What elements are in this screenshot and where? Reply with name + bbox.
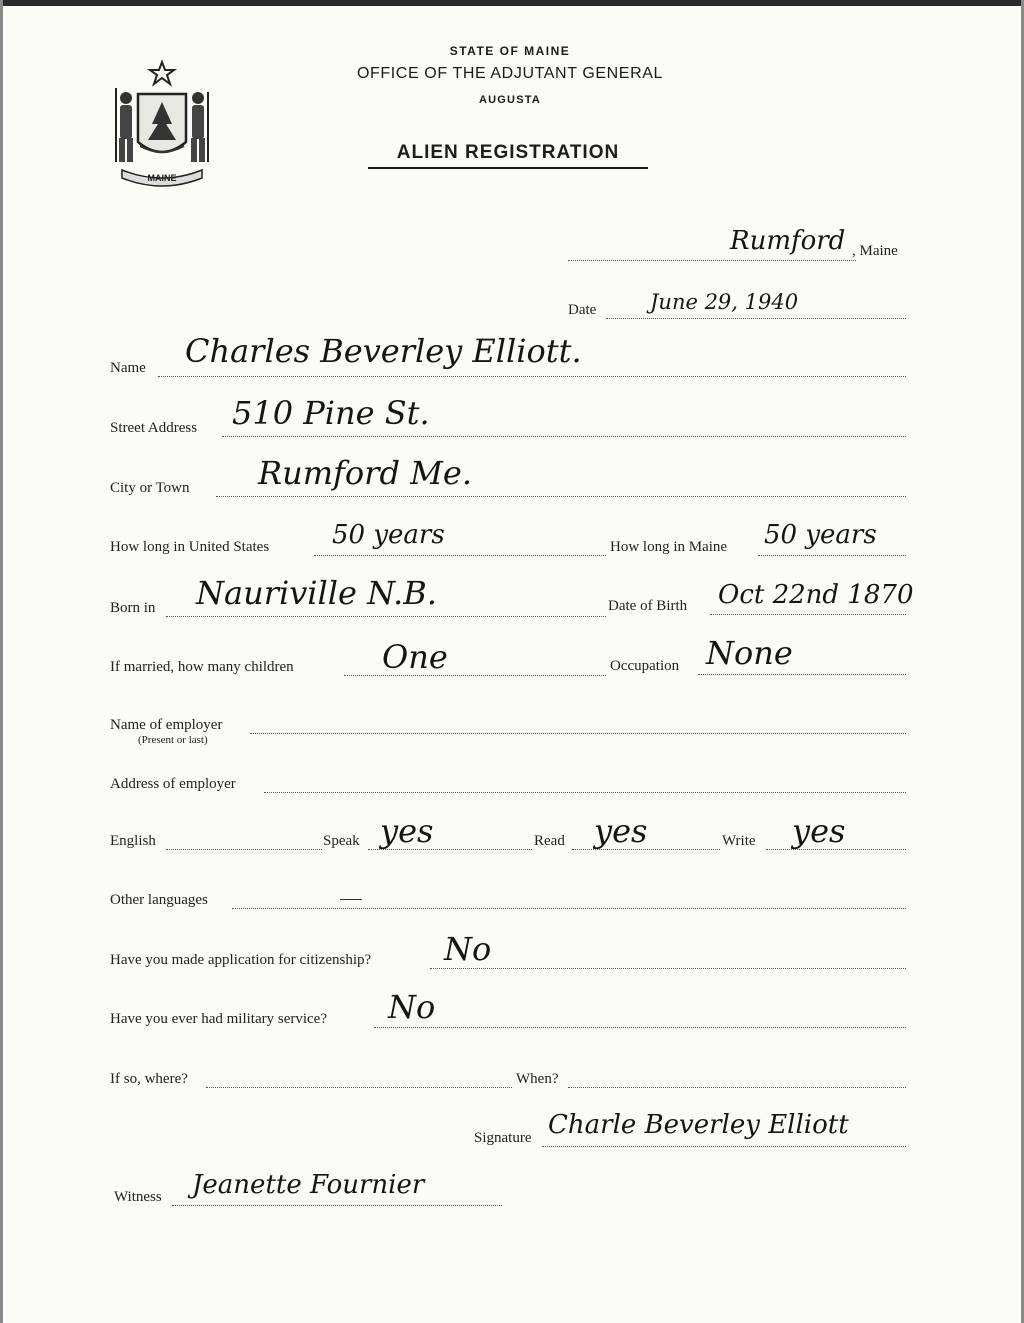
- other-languages-dash: [340, 899, 362, 900]
- street-address-handwriting: 510 Pine St.: [232, 394, 430, 432]
- signature-label: Signature: [474, 1130, 532, 1146]
- maine-state-seal: [108, 58, 216, 188]
- write-handwriting: yes: [792, 812, 846, 850]
- occupation-label: Occupation: [610, 658, 680, 674]
- street-address-label: Street Address: [110, 420, 198, 436]
- date-label: Date: [568, 302, 597, 318]
- military-label: Have you ever had military service?: [110, 1011, 327, 1027]
- when-line: [568, 1087, 906, 1088]
- military-handwriting: No: [388, 988, 436, 1026]
- when-label: When?: [516, 1071, 559, 1087]
- english-line: [166, 849, 322, 850]
- place-suffix: , Maine: [852, 243, 898, 259]
- born-in-line: [166, 616, 606, 617]
- city-heading: AUGUSTA: [479, 94, 541, 106]
- born-in-handwriting: Nauriville N.B.: [196, 574, 437, 612]
- state-heading: STATE OF MAINE: [449, 44, 571, 58]
- years-us-label: How long in United States: [110, 539, 270, 555]
- form-title: ALIEN REGISTRATION: [368, 142, 648, 169]
- witness-handwriting: Jeanette Fournier: [192, 1170, 425, 1200]
- military-line: [374, 1027, 906, 1028]
- citizenship-handwriting: No: [444, 930, 492, 968]
- where-line: [206, 1087, 512, 1088]
- city-handwriting: Rumford Me.: [258, 454, 472, 492]
- date-handwriting: June 29, 1940: [650, 290, 799, 314]
- years-us-line: [314, 555, 606, 556]
- where-label: If so, where?: [110, 1071, 188, 1087]
- name-line: [158, 376, 906, 377]
- write-label: Write: [722, 833, 756, 849]
- occupation-line: [698, 674, 906, 675]
- read-label: Read: [534, 833, 565, 849]
- place-line: [568, 260, 856, 261]
- read-handwriting: yes: [594, 812, 648, 850]
- date-of-birth-line: [710, 614, 906, 615]
- city-label: City or Town: [110, 480, 190, 496]
- employer-label: Name of employer: [110, 717, 223, 733]
- date-line: [606, 318, 906, 319]
- employer-address-line: [264, 792, 906, 793]
- citizenship-label: Have you made application for citizenship?: [110, 952, 372, 968]
- speak-handwriting: yes: [380, 812, 434, 850]
- other-languages-label: Other languages: [110, 892, 208, 908]
- employer-sublabel: (Present or last): [138, 734, 208, 746]
- name-handwriting: Charles Beverley Elliott.: [185, 332, 582, 370]
- children-handwriting: One: [382, 638, 448, 676]
- years-maine-label: How long in Maine: [610, 539, 728, 555]
- scan-edge-left: [0, 0, 3, 1323]
- signature-handwriting: Charle Beverley Elliott: [548, 1110, 849, 1140]
- years-us-handwriting: 50 years: [332, 520, 445, 550]
- english-label: English: [110, 833, 156, 849]
- witness-label: Witness: [114, 1189, 162, 1205]
- date-of-birth-label: Date of Birth: [608, 598, 688, 614]
- signature-line: [542, 1146, 906, 1147]
- employer-line: [250, 733, 906, 734]
- scan-edge-top: [0, 0, 1024, 6]
- city-line: [216, 496, 906, 497]
- employer-address-label: Address of employer: [110, 776, 236, 792]
- speak-label: Speak: [323, 833, 360, 849]
- years-maine-handwriting: 50 years: [764, 520, 877, 550]
- name-label: Name: [110, 360, 146, 376]
- born-in-label: Born in: [110, 600, 156, 616]
- street-address-line: [222, 436, 906, 437]
- occupation-handwriting: None: [706, 634, 793, 672]
- years-maine-line: [758, 555, 906, 556]
- witness-line: [172, 1205, 502, 1206]
- place-handwriting: Rumford: [730, 226, 846, 256]
- children-label: If married, how many children: [110, 659, 294, 675]
- date-of-birth-handwriting: Oct 22nd 1870: [718, 580, 914, 610]
- office-heading: OFFICE OF THE ADJUTANT GENERAL: [356, 65, 664, 82]
- other-languages-line: [232, 908, 906, 909]
- seal-banner-text: MAINE: [147, 173, 177, 183]
- citizenship-line: [430, 968, 906, 969]
